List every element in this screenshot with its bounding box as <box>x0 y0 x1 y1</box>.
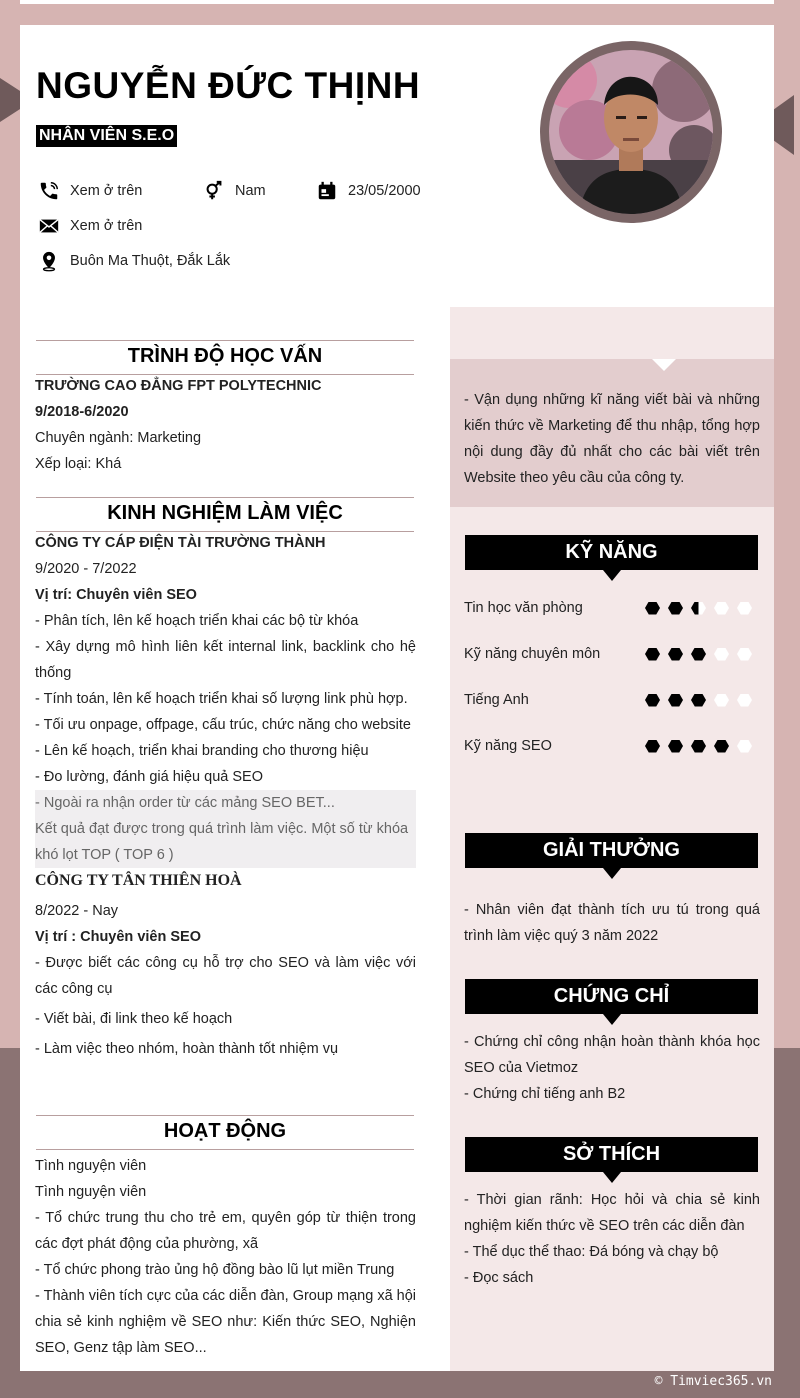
job1-line: - Tính toán, lên kế hoạch triển khai số lượng link phù hợp. <box>35 691 408 707</box>
birthday-text: 23/05/2000 <box>348 183 421 199</box>
awards-text: - Nhân viên đạt thành tích ưu tú trong quá trình làm việc quý 3 năm 2022 <box>464 902 760 944</box>
rating-hexagon-icon <box>668 694 683 707</box>
certificates-heading: CHỨNG CHỈ <box>465 979 758 1014</box>
gender-text: Nam <box>235 183 266 199</box>
job1-line: - Ngoài ra nhận order từ các mảng SEO BET... <box>35 790 416 816</box>
rating-hexagon-icon <box>714 602 729 615</box>
location-pin-icon <box>38 250 60 272</box>
job1-line: - Đo lường, đánh giá hiệu quả SEO <box>35 769 263 785</box>
rating-hexagon-icon <box>714 648 729 661</box>
job1-period: 9/2020 - 7/2022 <box>35 561 137 577</box>
rating-hexagon-icon <box>691 694 706 707</box>
skills-heading: KỸ NĂNG <box>465 535 758 570</box>
footer-watermark: © Timviec365.vn <box>654 1374 772 1389</box>
activity-line: - Thành viên tích cực của các diễn đàn, Group mạng xã hội chia sẻ kinh nghiệm về SEO như: Kiến thức SEO, Nghiện SEO, Genz tập làm SEO... <box>35 1288 417 1356</box>
job1-line: - Tối ưu onpage, offpage, cấu trúc, chức năng cho website <box>35 717 411 733</box>
hobbies-heading: SỞ THÍCH <box>465 1137 758 1172</box>
gender-icon <box>203 180 225 202</box>
top-strip <box>20 0 774 4</box>
phone-icon <box>38 180 60 202</box>
education-grade: Xếp loại: Khá <box>35 456 122 472</box>
rating-hexagon-icon <box>737 740 752 753</box>
rating-hexagon-icon <box>668 602 683 615</box>
address-text: Buôn Ma Thuột, Đắk Lắk <box>70 253 231 269</box>
education-major: Chuyên ngành: Marketing <box>35 430 202 446</box>
skill-row <box>464 687 760 713</box>
skill-rating <box>645 648 760 661</box>
job2-line: - Được biết các công cụ hỗ trợ cho SEO và làm việc với các công cụ <box>35 955 416 997</box>
calendar-icon <box>316 180 338 202</box>
avatar <box>540 41 722 223</box>
hobby-line: - Thời gian rãnh: Học hỏi và chia sẻ kinh nghiệm kiến thức về SEO trên các diễn đàn <box>464 1192 760 1234</box>
envelope-icon <box>38 215 60 237</box>
skill-name: Tin học văn phòng <box>464 600 583 616</box>
skill-name: Kỹ năng SEO <box>464 738 552 754</box>
rating-hexagon-icon <box>737 602 752 615</box>
hobbies-section <box>464 1187 760 1291</box>
certificate-line: - Chứng chỉ tiếng anh B2 <box>464 1086 626 1102</box>
activity-line: - Tổ chức trung thu cho trẻ em, quyên góp từ thiện trong các đợt phát động của phường, xã <box>35 1210 416 1252</box>
job1-position: Vị trí: Chuyên viên SEO <box>35 587 197 603</box>
job2-position: Vị trí : Chuyên viên SEO <box>35 929 201 945</box>
school-name: TRƯỜNG CAO ĐẲNG FPT POLYTECHNIC <box>35 378 322 394</box>
avatar-photo <box>549 50 713 214</box>
activity-line: Tình nguyện viên <box>35 1184 147 1200</box>
experience-section <box>35 530 416 1062</box>
job1-company: CÔNG TY CÁP ĐIỆN TÀI TRƯỜNG THÀNH <box>35 535 326 551</box>
rating-hexagon-icon <box>737 648 752 661</box>
gender-info <box>203 180 266 202</box>
education-heading: TRÌNH ĐỘ HỌC VẤN <box>36 340 414 375</box>
skill-row <box>464 595 760 621</box>
job1-line: - Lên kế hoạch, triển khai branding cho thương hiệu <box>35 743 369 759</box>
activities-heading: HOẠT ĐỘNG <box>36 1115 414 1150</box>
hobby-line: - Thể dục thể thao: Đá bóng và chạy bộ <box>464 1244 719 1260</box>
job1-result: Kết quả đạt được trong quá trình làm việc. Một số từ khóa khó lọt TOP ( TOP 6 ) <box>35 816 416 868</box>
birthday-info <box>316 180 421 202</box>
email-info <box>38 215 142 237</box>
certificate-line: - Chứng chỉ công nhận hoàn thành khóa học SEO của Vietmoz <box>464 1034 760 1076</box>
objective-notch <box>652 359 676 371</box>
rating-hexagon-icon <box>645 740 660 753</box>
rating-hexagon-icon <box>714 740 729 753</box>
rating-hexagon-icon <box>691 648 706 661</box>
skill-rating <box>645 740 760 753</box>
right-column <box>450 307 774 1371</box>
activity-line: - Tổ chức phong trào ủng hộ đồng bào lũ lụt miền Trung <box>35 1262 395 1278</box>
cv-page <box>20 25 774 1371</box>
objective-top <box>450 307 774 359</box>
rating-hexagon-icon <box>691 740 706 753</box>
job2-line: - Viết bài, đi link theo kế hoạch <box>35 1011 233 1027</box>
hobby-line: - Đọc sách <box>464 1270 534 1286</box>
rating-hexagon-icon <box>714 694 729 707</box>
rating-hexagon-icon <box>645 648 660 661</box>
skill-rating <box>645 602 760 615</box>
skill-name: Kỹ năng chuyên môn <box>464 646 601 662</box>
skill-row <box>464 641 760 667</box>
candidate-name: NGUYỄN ĐỨC THỊNH <box>36 65 421 106</box>
rating-hexagon-icon <box>691 602 706 615</box>
address-info <box>38 250 230 272</box>
rating-hexagon-icon <box>645 694 660 707</box>
activities-section <box>35 1153 416 1361</box>
activity-line: Tình nguyện viên <box>35 1158 147 1174</box>
skill-row <box>464 733 760 759</box>
job2-period: 8/2022 - Nay <box>35 903 119 919</box>
job2-line: - Làm việc theo nhóm, hoàn thành tốt nhiệm vụ <box>35 1041 339 1057</box>
phone-text: Xem ở trên <box>70 183 143 199</box>
rating-hexagon-icon <box>645 602 660 615</box>
job2-company: CÔNG TY TÂN THIÊN HOÀ <box>35 872 242 889</box>
awards-heading: GIẢI THƯỞNG <box>465 833 758 868</box>
certificates-section <box>464 1029 760 1107</box>
rating-hexagon-icon <box>737 694 752 707</box>
job1-line: - Xây dựng mô hình liên kết internal link, backlink cho hệ thống <box>35 639 416 681</box>
skill-rating <box>645 694 760 707</box>
rating-hexagon-icon <box>668 648 683 661</box>
email-text: Xem ở trên <box>70 218 143 234</box>
education-period: 9/2018-6/2020 <box>35 404 129 420</box>
experience-heading: KINH NGHIỆM LÀM VIỆC <box>36 497 414 532</box>
education-section <box>35 373 416 477</box>
objective-text: - Vận dụng những kĩ năng viết bài và những kiến thức về Marketing để thu nhập, tổng hợp nội dung đầy đủ nhất cho các bài viết trên Website theo yêu cầu của công ty. <box>464 392 760 486</box>
phone-info <box>38 180 142 202</box>
job1-line: - Phân tích, lên kế hoạch triển khai các bộ từ khóa <box>35 613 359 629</box>
job-title: NHÂN VIÊN S.E.O <box>36 125 177 147</box>
skill-name: Tiếng Anh <box>464 692 529 708</box>
rating-hexagon-icon <box>668 740 683 753</box>
